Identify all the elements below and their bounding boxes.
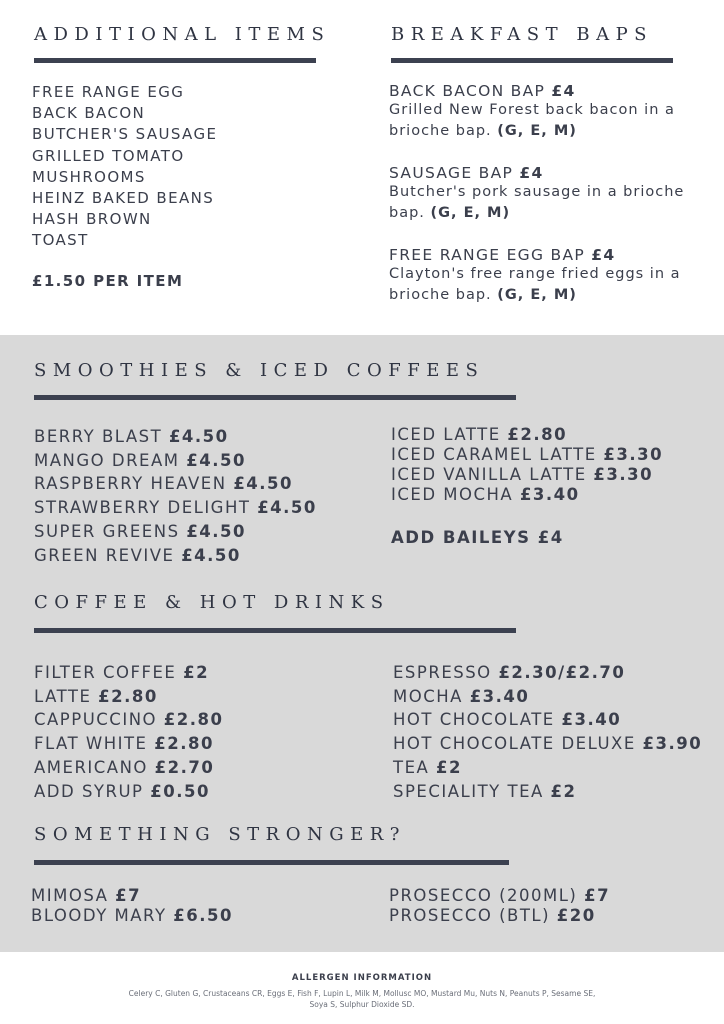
bap-price: £4 <box>519 164 544 182</box>
coffee-list-left <box>34 661 223 803</box>
list-item: TOAST <box>32 231 89 250</box>
bap-description: Clayton's free range fried eggs in a brioche bap. <box>389 266 681 303</box>
allergen-title: ALLERGEN INFORMATION <box>291 973 433 983</box>
list-item: FLAT WHITE £2.80 <box>34 734 214 754</box>
list-item: ESPRESSO £2.30/£2.70 <box>393 663 626 682</box>
list-item: FREE RANGE EGG <box>32 83 185 101</box>
list-item: LATTE £2.80 <box>34 686 158 706</box>
list-item: BERRY BLAST £4.50 <box>34 427 229 446</box>
iced-coffees-list <box>391 425 663 505</box>
breakfast-baps-rule <box>391 58 673 63</box>
allergen-text: Celery C, Gluten G, Crustaceans CR, Eggs E, Fish F, Lupin L, Milk M, Mollusc MO, Mustard Mu, Nuts N, Peanuts P, Sesame SE, Soya S, Sulphur Dioxide SD. <box>128 989 596 1009</box>
breakfast-baps-heading: BREAKFAST BAPS <box>391 24 654 45</box>
list-item: TEA £2 <box>393 757 463 777</box>
stronger-list-left <box>31 886 233 926</box>
smoothies-heading: SMOOTHIES & ICED COFFEES <box>34 360 485 381</box>
stronger-heading: SOMETHING STRONGER? <box>34 824 406 845</box>
bap-name: FREE RANGE EGG BAP <box>389 246 585 264</box>
list-item: HASH BROWN <box>32 210 152 229</box>
list-item: MUSHROOMS <box>32 167 146 186</box>
add-baileys-note: ADD BAILEYS £4 <box>391 528 564 547</box>
bap-allergens: (G, E, M) <box>430 205 511 221</box>
list-item: ICED MOCHA £3.40 <box>391 485 580 504</box>
stronger-rule <box>34 860 509 865</box>
list-item: PROSECCO (200ML) £7 <box>389 886 611 905</box>
smoothies-rule <box>34 395 516 400</box>
bap-allergens: (G, E, M) <box>497 123 577 139</box>
list-item: SPECIALITY TEA £2 <box>393 781 577 801</box>
bap-price: £4 <box>551 82 576 100</box>
additional-items-rule <box>34 58 316 63</box>
list-item: BLOODY MARY £6.50 <box>31 906 233 925</box>
bap-allergens: (G, E, M) <box>497 287 577 303</box>
bap-name: SAUSAGE BAP <box>389 164 514 182</box>
list-item: BUTCHER'S SAUSAGE <box>32 125 218 144</box>
list-item: MANGO DREAM £4.50 <box>34 450 246 470</box>
bap-description: Butcher's pork sausage in a brioche bap. <box>389 184 685 221</box>
bap-price: £4 <box>591 246 616 264</box>
list-item: PROSECCO (BTL) £20 <box>389 906 596 925</box>
list-item: ICED LATTE £2.80 <box>391 425 568 444</box>
list-item: RASPBERRY HEAVEN £4.50 <box>34 474 294 494</box>
list-item: SUPER GREENS £4.50 <box>34 521 247 541</box>
list-item: HOT CHOCOLATE £3.40 <box>393 710 622 730</box>
bap-description: Grilled New Forest back bacon in a brioche bap. <box>389 102 675 139</box>
list-item: BACK BACON <box>32 104 146 123</box>
bap-item <box>389 82 689 142</box>
list-item: GRILLED TOMATO <box>32 146 185 165</box>
list-item: ICED VANILLA LATTE £3.30 <box>391 465 654 484</box>
bap-item <box>389 164 689 224</box>
list-item: AMERICANO £2.70 <box>34 757 215 777</box>
list-item: ADD SYRUP £0.50 <box>34 781 210 801</box>
list-item: ICED CARAMEL LATTE £3.30 <box>391 445 664 464</box>
bap-item <box>389 246 689 306</box>
additional-items-list <box>32 82 217 252</box>
list-item: HEINZ BAKED BEANS <box>32 189 215 208</box>
list-item: FILTER COFFEE £2 <box>34 663 210 682</box>
list-item: MOCHA £3.40 <box>393 686 530 706</box>
list-item: CAPPUCCINO £2.80 <box>34 710 224 730</box>
stronger-list-right <box>389 886 610 926</box>
per-item-price-note: £1.50 PER ITEM <box>32 272 184 290</box>
list-item: HOT CHOCOLATE DELUXE £3.90 <box>393 734 703 754</box>
additional-items-heading: ADDITIONAL ITEMS <box>34 24 331 45</box>
list-item: MIMOSA £7 <box>31 886 142 905</box>
smoothies-list <box>34 425 317 567</box>
coffee-rule <box>34 628 516 633</box>
bap-name: BACK BACON BAP <box>389 82 546 100</box>
coffee-heading: COFFEE & HOT DRINKS <box>34 592 390 613</box>
list-item: STRAWBERRY DELIGHT £4.50 <box>34 498 317 518</box>
coffee-list-right <box>393 661 702 803</box>
list-item: GREEN REVIVE £4.50 <box>34 545 241 565</box>
